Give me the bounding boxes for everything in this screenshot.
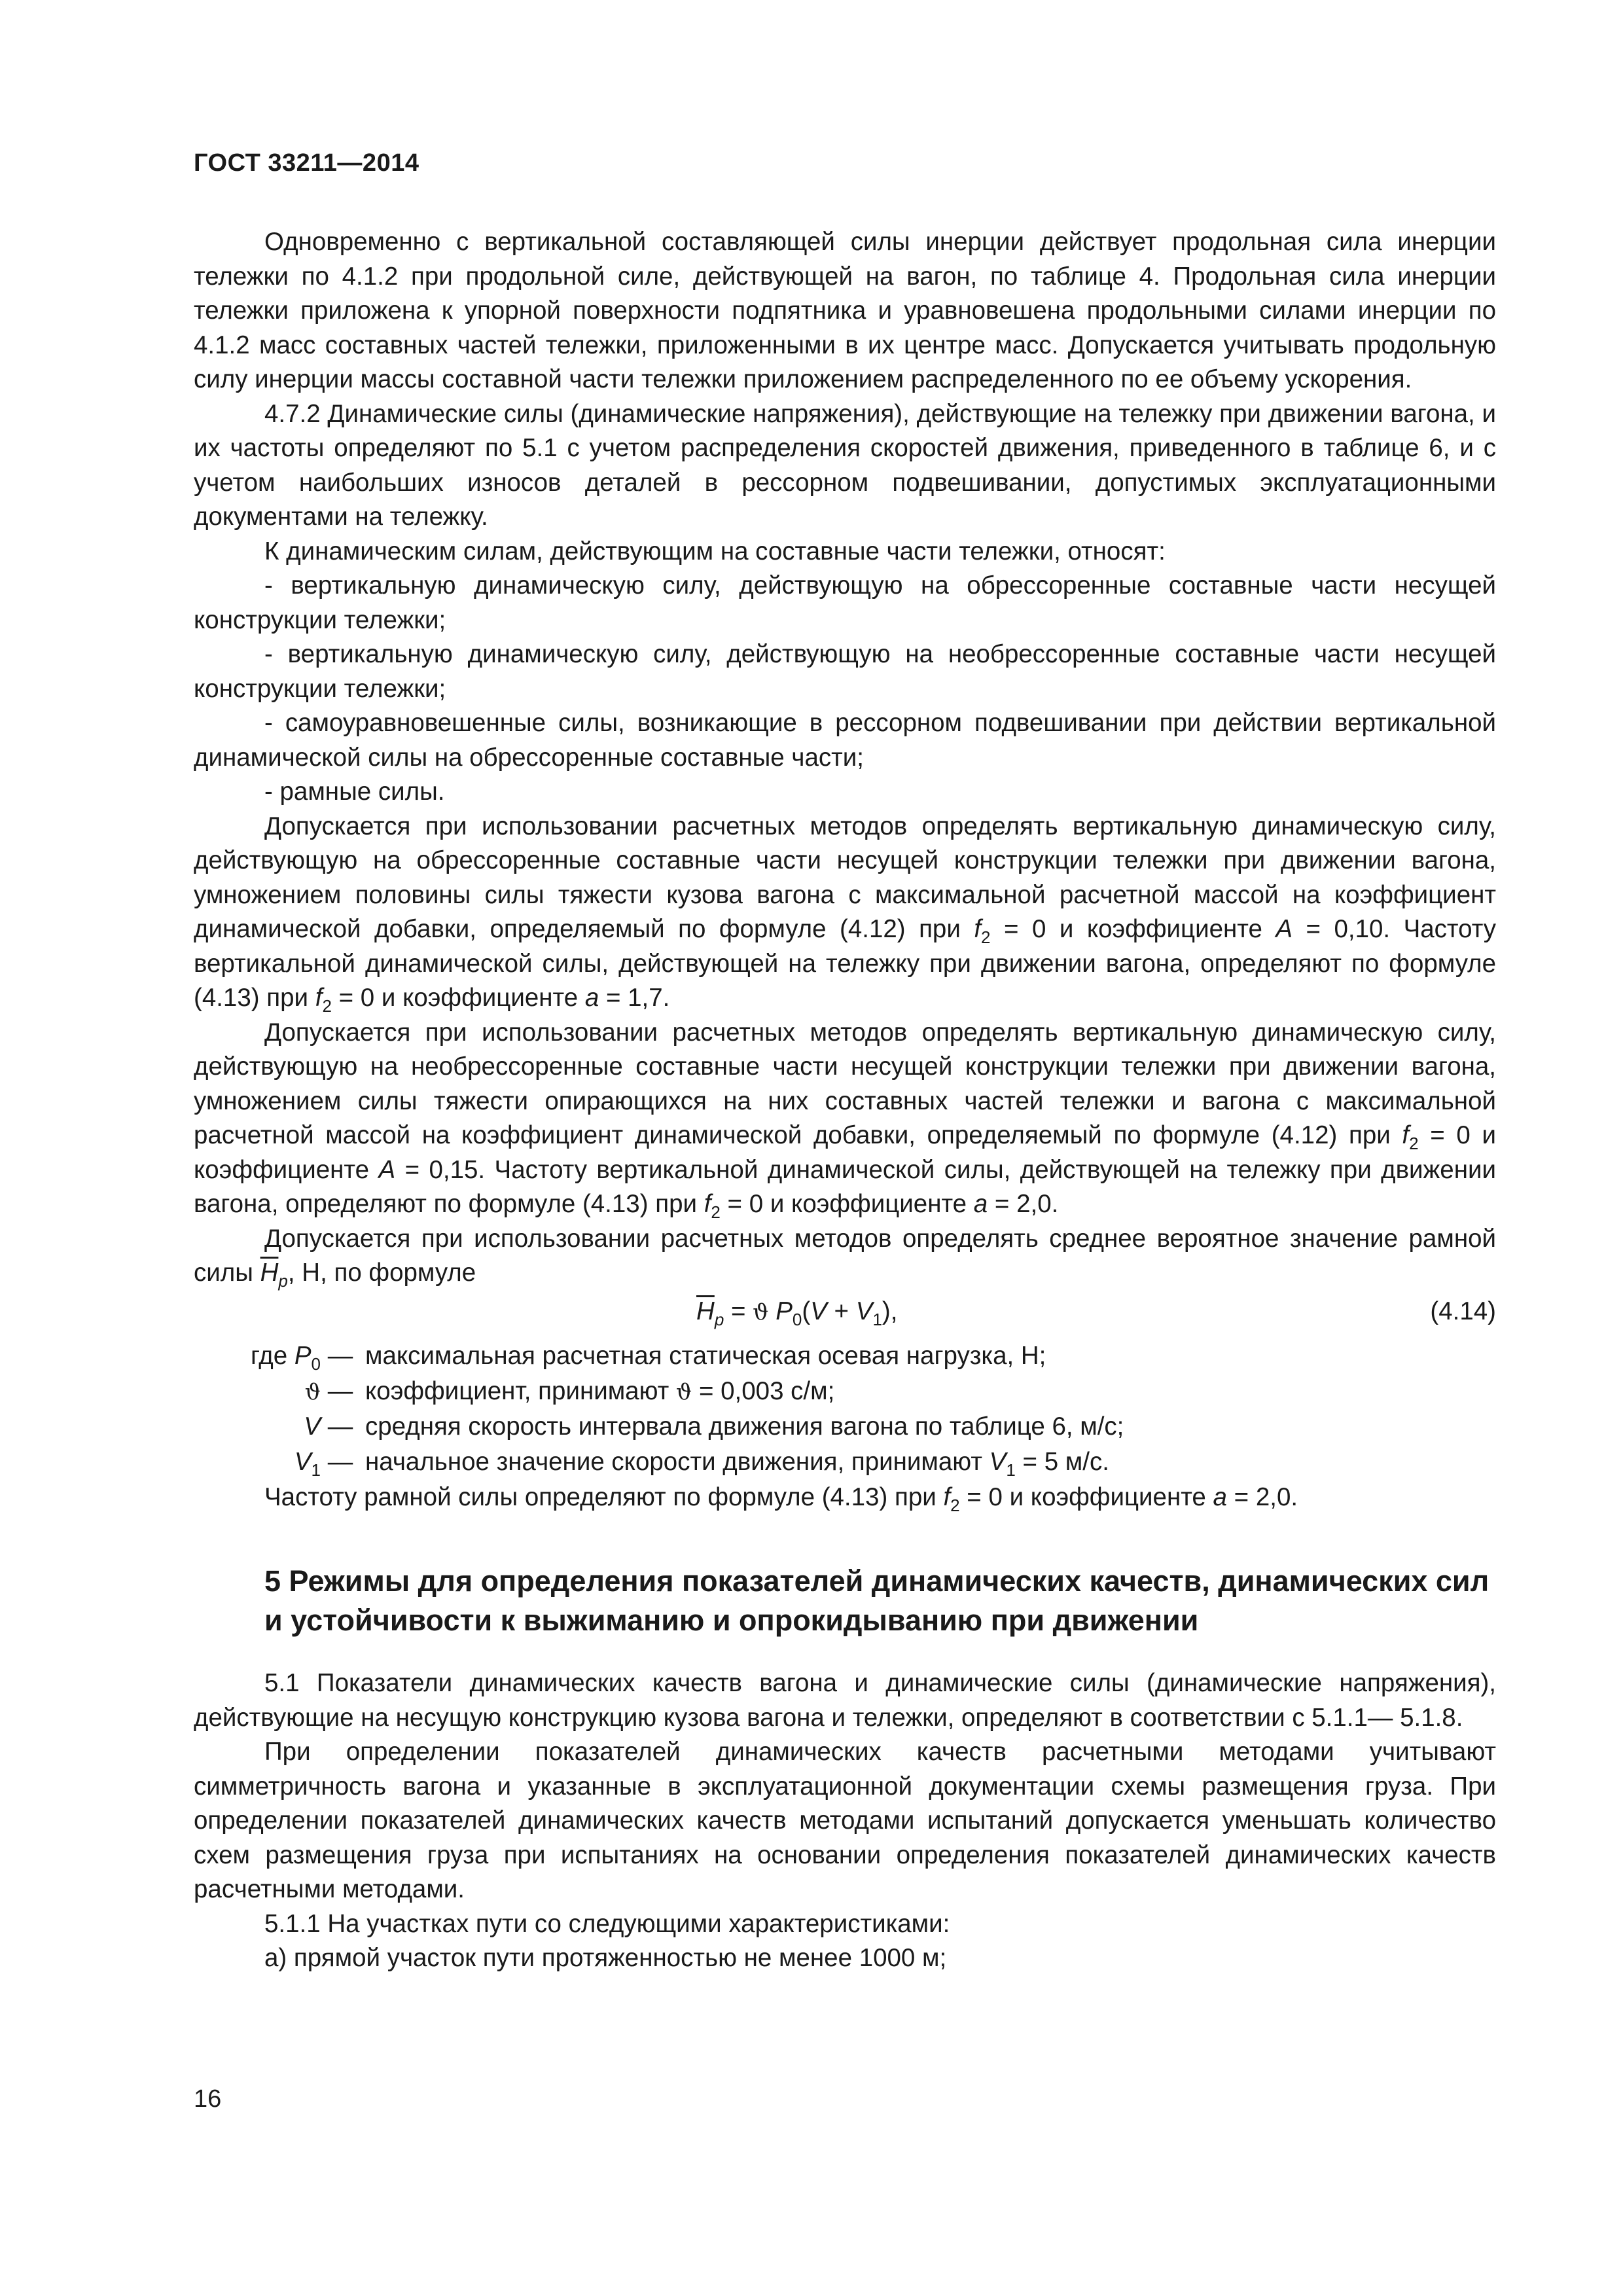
text: = 5 м/с. (1015, 1447, 1109, 1476)
formula-number: (4.14) (1430, 1297, 1496, 1325)
list-item: - рамные силы. (264, 778, 445, 806)
paragraph-4-7-2: 4.7.2 Динамические силы (динамические напряжения), действующие на тележку при движении вагона, и их частоты определяют по 5.1 с учетом распределения скоростей движения, приведенного в таблице 6, и с учетом наибольших износов деталей в рессорном подвешивании, допустимых эксплуатационными документами на тележку. (194, 399, 1496, 531)
paragraph (194, 810, 1496, 1016)
symbol-f: f (943, 1482, 951, 1511)
text: = 2,0. (988, 1190, 1059, 1218)
symbol-f: f (704, 1190, 711, 1218)
formula-4-14 (194, 1295, 1496, 1333)
section-body (194, 1666, 1496, 1976)
symbol-A: A (1275, 915, 1293, 943)
symbol-a: a (584, 984, 599, 1012)
symbol-V: V (855, 1297, 873, 1325)
theta-symbol: ϑ (304, 1378, 321, 1405)
symbol-P: P (294, 1341, 312, 1370)
text: Допускается при использовании расчетных методов определять среднее вероятное значение рамной силы (194, 1224, 1496, 1287)
paragraph (194, 1480, 1496, 1515)
symbol-V: V (810, 1297, 827, 1325)
subscript: 2 (322, 996, 332, 1016)
document-header: ГОСТ 33211—2014 (194, 149, 419, 177)
subscript: p (714, 1309, 724, 1329)
text: = 0 и коэффициенте (720, 1190, 974, 1218)
list-item: - самоуравновешенные силы, возникающие в рессорном подвешивании при действии вертикальной динамической силы на обрессоренные составные части; (194, 709, 1496, 772)
page-number: 16 (194, 2085, 222, 2113)
symbol-H-bar: $\overline{H}$ (260, 1259, 279, 1287)
text: = 0,10. Частоту вертикальной динамической силы, действующей на тележку при движении вагона, определяют по формуле (4.13) при (194, 915, 1497, 1012)
legend-description (360, 1445, 1496, 1480)
subscript: 1 (872, 1309, 882, 1329)
paragraph-5-1-1: 5.1.1 На участках пути со следующими характеристиками: (264, 1909, 950, 1938)
theta-symbol: ϑ (753, 1299, 769, 1325)
subscript: 0 (792, 1309, 802, 1329)
list-item: - вертикальную динамическую силу, действующую на необрессоренные составные части несущей конструкции тележки; (194, 640, 1496, 703)
legend-row (194, 1410, 1496, 1445)
legend-description: максимальная расчетная статическая осевая нагрузка, Н; (365, 1341, 1046, 1370)
symbol-a: a (1213, 1482, 1227, 1511)
legend-symbol (194, 1445, 321, 1480)
text: = 0,15. Частоту вертикальной динамической силы, действующей на тележку при движении вагона, определяют по формуле (4.13) при (194, 1155, 1496, 1218)
operator: + (827, 1297, 856, 1325)
paren: ( (802, 1297, 811, 1325)
formula-legend (194, 1339, 1496, 1480)
paragraph: При определении показателей динамических качеств расчетными методами учитывают симметричность вагона и указанные в эксплуатационной документации схемы размещения груза. При определении показателей динамических качеств методами испытаний допускается уменьшать количество схем размещения груза при испытаниях на основании определения показателей динамических качеств расчетными методами. (194, 1738, 1496, 1903)
symbol-f: f (315, 984, 323, 1012)
subscript: p (278, 1271, 288, 1291)
paragraph (194, 1016, 1496, 1222)
subscript: 1 (1006, 1460, 1016, 1480)
text: = 0 и коэффициенте (959, 1482, 1213, 1511)
text: Допускается при использовании расчетных методов определять вертикальную динамическую силу, действующую на необрессоренные составные части несущей конструкции тележки при движении вагона, умножением силы тяжести опирающихся на них составных частей тележки и вагона с максимальной расчетной массой на коэффициент динамической добавки, определяемый по формуле (4.12) при (194, 1018, 1496, 1149)
text: где (250, 1341, 294, 1370)
text: = 1,7. (599, 984, 670, 1012)
legend-symbol (194, 1374, 321, 1410)
text: Допускается при использовании расчетных методов определять вертикальную динамическую силу, действующую на обрессоренные составные части несущей конструкции тележки при движении вагона, умножением половины силы тяжести кузова вагона с максимальной расчетной массой на коэффициент динамической добавки, определяемый по формуле (4.12) при (194, 812, 1496, 943)
legend-dash: — (327, 1412, 353, 1441)
legend-dash: — (327, 1447, 353, 1476)
symbol-V: V (989, 1447, 1007, 1476)
legend-description (360, 1374, 1496, 1410)
text: = 0 и коэффициенте (331, 984, 585, 1012)
subscript: 2 (711, 1202, 721, 1222)
legend-row (194, 1445, 1496, 1480)
paragraph-5-1: 5.1 Показатели динамических качеств вагона и динамические силы (динамические напряжения), действующие на несущую конструкцию кузова вагона и тележки, определяют в соответствии с 5.1.1— 5.1.8. (194, 1669, 1496, 1732)
legend-symbol (194, 1410, 321, 1445)
legend-description: средняя скорость интервала движения вагона по таблице 6, м/с; (365, 1412, 1124, 1441)
text: , Н, по формуле (287, 1259, 476, 1287)
legend-dash: — (327, 1376, 353, 1405)
legend-row (194, 1339, 1496, 1374)
section-heading (194, 1562, 1496, 1640)
symbol-V: V (294, 1447, 312, 1476)
legend-dash: — (327, 1341, 353, 1370)
text: = 0 и коэффициенте (990, 915, 1276, 943)
subscript: 0 (311, 1354, 321, 1374)
list-item: а) прямой участок пути протяженностью не менее 1000 м; (264, 1944, 947, 1972)
text: = 2,0. (1226, 1482, 1298, 1511)
legend-symbol (194, 1339, 321, 1374)
symbol-f: f (974, 915, 982, 943)
symbol-V: V (304, 1412, 321, 1441)
subscript: 2 (981, 927, 991, 947)
section-title: Режимы для определения показателей динамических качеств, динамических сил и устойчивости к выжиманию и опрокидыванию при движении (264, 1564, 1489, 1637)
symbol-A: A (378, 1155, 396, 1184)
formula-expression (696, 1295, 897, 1330)
paragraph: Одновременно с вертикальной составляющей силы инерции действует продольная сила инерции тележки по 4.1.2 при продольной силе, действующей на вагон, по таблице 4. Продольная сила инерции тележки приложена к упорной поверхности подпятника и уравновешена продольными силами инерции по 4.1.2 масс составных частей тележки, приложенными в их центре масс. Допускается учитывать продольную силу инерции массы составной части тележки приложением распределенного по ее объему ускорения. (194, 228, 1496, 393)
theta-symbol: ϑ (675, 1378, 692, 1405)
text: Частоту рамной силы определяют по формуле (4.13) при (264, 1482, 944, 1511)
text: коэффициент, принимают (365, 1376, 676, 1405)
symbol-H-bar: $\overline{H}$ (696, 1297, 715, 1325)
text: = 0,003 с/м; (692, 1376, 835, 1405)
paren: ), (882, 1297, 898, 1325)
paragraph: К динамическим силам, действующим на составные части тележки, относят: (264, 537, 1166, 565)
text: начальное значение скорости движения, принимают (365, 1447, 990, 1476)
symbol-P: P (776, 1297, 793, 1325)
legend-row (194, 1374, 1496, 1410)
section-number: 5 (264, 1564, 281, 1598)
text: = 0 и коэффициенте (194, 1121, 1496, 1184)
subscript: 2 (1409, 1134, 1419, 1153)
subscript: 1 (311, 1460, 321, 1480)
symbol-a: a (973, 1190, 988, 1218)
document-body (194, 225, 1496, 1976)
symbol-f: f (1402, 1121, 1410, 1149)
operator: = (724, 1297, 753, 1325)
subscript: 2 (950, 1495, 960, 1515)
list-item: - вертикальную динамическую силу, действующую на обрессоренные составные части несущей конструкции тележки; (194, 571, 1496, 634)
paragraph (194, 1222, 1496, 1291)
